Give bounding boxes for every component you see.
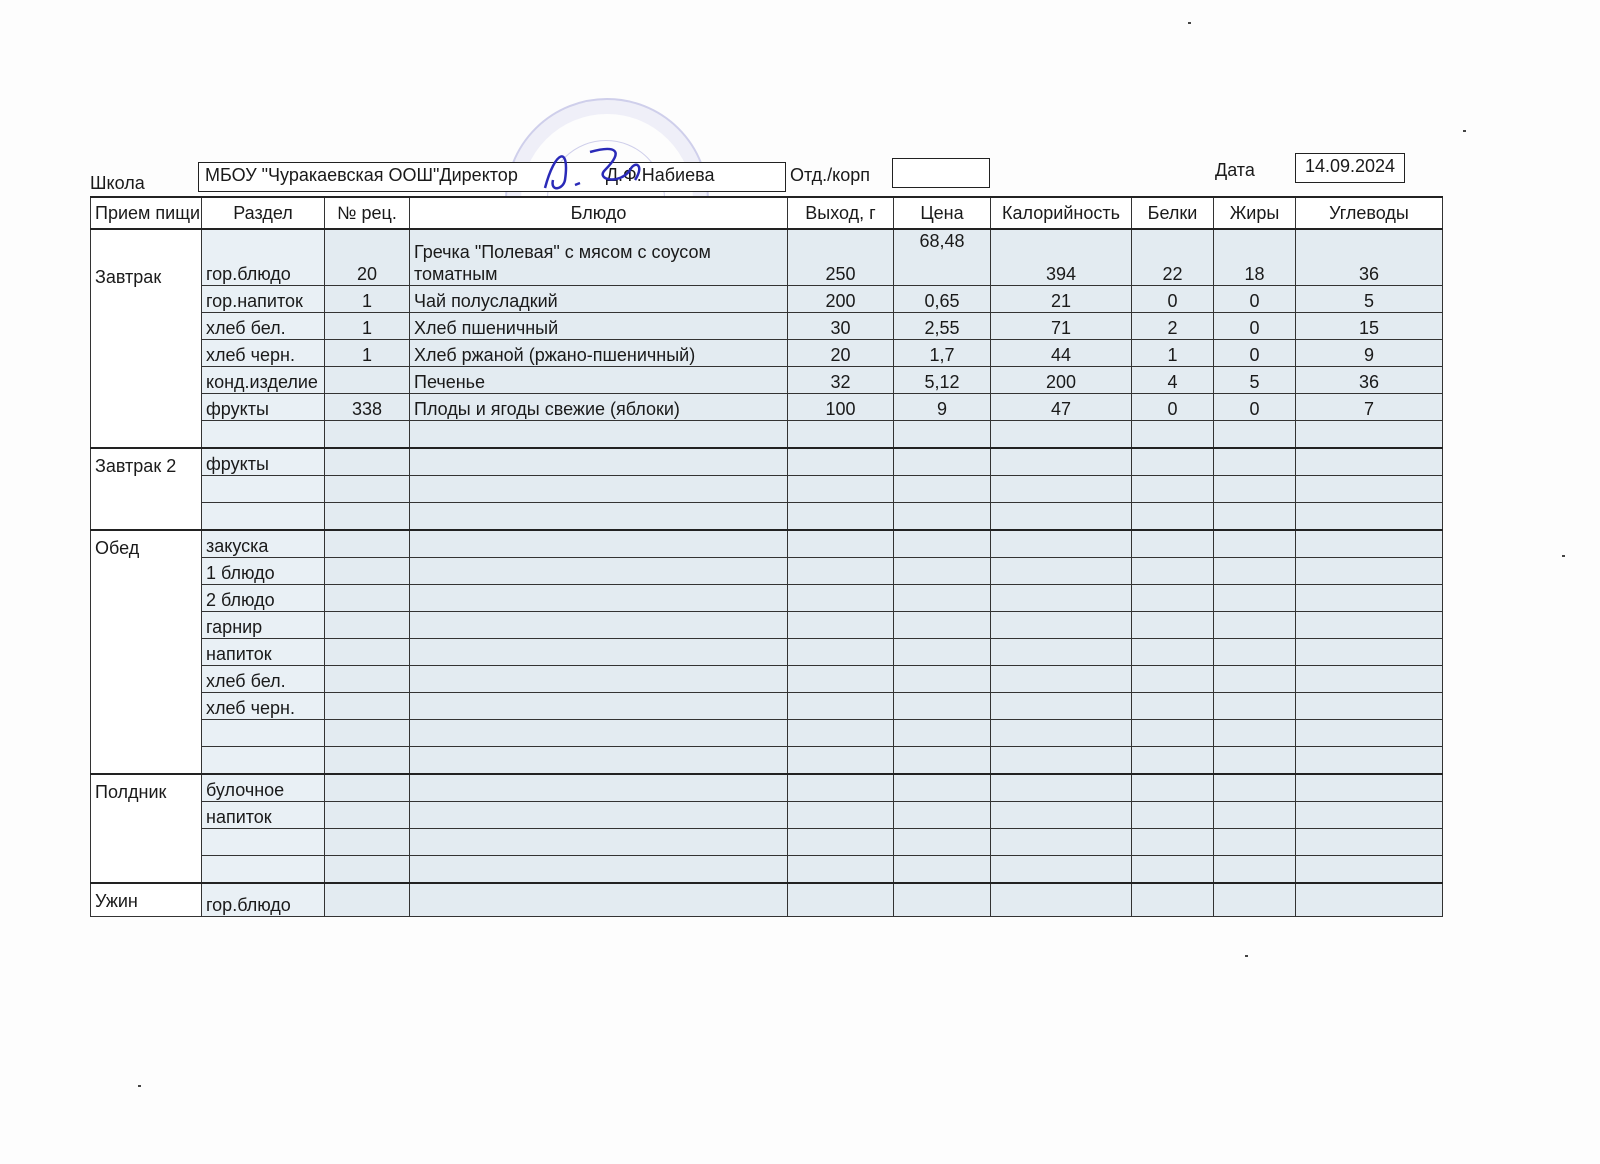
carbs-cell xyxy=(1296,828,1443,855)
dept-field xyxy=(892,158,990,188)
carbs-cell xyxy=(1296,530,1443,558)
carbs-cell: 15 xyxy=(1296,312,1443,339)
weight-cell xyxy=(788,828,894,855)
table-row xyxy=(91,312,1443,339)
carbs-cell xyxy=(1296,557,1443,584)
section-cell: 2 блюдо xyxy=(202,584,325,611)
dish-cell xyxy=(410,557,788,584)
protein-cell xyxy=(1132,801,1214,828)
weight-cell xyxy=(788,611,894,638)
kcal-cell xyxy=(991,638,1132,665)
recipe-cell xyxy=(325,665,410,692)
kcal-cell xyxy=(991,692,1132,719)
table-body xyxy=(91,229,1443,916)
kcal-cell xyxy=(991,828,1132,855)
table-row xyxy=(91,584,1443,611)
fat-cell xyxy=(1214,883,1296,917)
dish-cell xyxy=(410,420,788,448)
dish-cell xyxy=(410,801,788,828)
price-cell: 5,12 xyxy=(894,366,991,393)
section-cell: хлеб черн. xyxy=(202,692,325,719)
column-header: Жиры xyxy=(1214,197,1296,229)
meal-name: Завтрак xyxy=(91,229,202,448)
fat-cell xyxy=(1214,855,1296,883)
carbs-cell: 5 xyxy=(1296,285,1443,312)
protein-cell xyxy=(1132,420,1214,448)
weight-cell: 20 xyxy=(788,339,894,366)
carbs-cell xyxy=(1296,448,1443,476)
protein-cell xyxy=(1132,746,1214,774)
price-cell xyxy=(894,883,991,917)
section-cell xyxy=(202,420,325,448)
recipe-cell xyxy=(325,719,410,746)
protein-cell xyxy=(1132,611,1214,638)
table-row xyxy=(91,692,1443,719)
section-cell: 1 блюдо xyxy=(202,557,325,584)
scan-speck xyxy=(1463,130,1466,132)
dish-cell: Плоды и ягоды свежие (яблоки) xyxy=(410,393,788,420)
kcal-cell xyxy=(991,746,1132,774)
section-cell: конд.изделие xyxy=(202,366,325,393)
column-header: № рец. xyxy=(325,197,410,229)
weight-cell: 100 xyxy=(788,393,894,420)
protein-cell xyxy=(1132,692,1214,719)
recipe-cell xyxy=(325,611,410,638)
scan-speck xyxy=(1245,955,1248,957)
recipe-cell xyxy=(325,557,410,584)
scan-speck xyxy=(138,1085,141,1087)
fat-cell xyxy=(1214,719,1296,746)
dish-cell xyxy=(410,502,788,530)
scan-speck xyxy=(1562,555,1565,557)
weight-cell: 32 xyxy=(788,366,894,393)
director-name: Д.Ф.Набиева xyxy=(605,165,715,185)
section-cell: хлеб бел. xyxy=(202,665,325,692)
column-header: Калорийность xyxy=(991,197,1132,229)
recipe-cell xyxy=(325,692,410,719)
fat-cell xyxy=(1214,774,1296,802)
kcal-cell xyxy=(991,611,1132,638)
protein-cell xyxy=(1132,665,1214,692)
carbs-cell xyxy=(1296,692,1443,719)
weight-cell xyxy=(788,420,894,448)
recipe-cell: 1 xyxy=(325,312,410,339)
fat-cell: 0 xyxy=(1214,339,1296,366)
recipe-cell: 20 xyxy=(325,229,410,285)
table-row xyxy=(91,502,1443,530)
table-row xyxy=(91,855,1443,883)
weight-cell xyxy=(788,502,894,530)
weight-cell xyxy=(788,801,894,828)
scan-speck xyxy=(1188,22,1191,24)
dish-cell xyxy=(410,855,788,883)
dish-cell xyxy=(410,774,788,802)
protein-cell xyxy=(1132,530,1214,558)
column-header: Прием пищи xyxy=(91,197,202,229)
protein-cell: 0 xyxy=(1132,285,1214,312)
price-cell xyxy=(894,828,991,855)
carbs-cell xyxy=(1296,665,1443,692)
recipe-cell: 338 xyxy=(325,393,410,420)
table-row xyxy=(91,339,1443,366)
price-cell xyxy=(894,420,991,448)
school-label: Школа xyxy=(90,173,145,193)
weight-cell xyxy=(788,746,894,774)
price-cell: 68,48 xyxy=(894,229,991,285)
recipe-cell xyxy=(325,774,410,802)
kcal-cell xyxy=(991,557,1132,584)
carbs-cell: 7 xyxy=(1296,393,1443,420)
fat-cell: 18 xyxy=(1214,229,1296,285)
recipe-cell xyxy=(325,801,410,828)
carbs-cell xyxy=(1296,746,1443,774)
section-cell: гарнир xyxy=(202,611,325,638)
menu-table xyxy=(90,196,1443,917)
carbs-cell xyxy=(1296,420,1443,448)
date-label: Дата xyxy=(1215,160,1255,180)
kcal-cell xyxy=(991,448,1132,476)
table-row xyxy=(91,828,1443,855)
table-row xyxy=(91,774,1443,802)
table-row xyxy=(91,393,1443,420)
weight-cell xyxy=(788,665,894,692)
kcal-cell xyxy=(991,774,1132,802)
price-cell xyxy=(894,611,991,638)
price-cell: 9 xyxy=(894,393,991,420)
table-row xyxy=(91,801,1443,828)
protein-cell xyxy=(1132,883,1214,917)
dish-cell: Хлеб ржаной (ржано-пшеничный) xyxy=(410,339,788,366)
recipe-cell xyxy=(325,502,410,530)
weight-cell: 30 xyxy=(788,312,894,339)
column-header: Белки xyxy=(1132,197,1214,229)
table-row xyxy=(91,366,1443,393)
price-cell xyxy=(894,665,991,692)
dish-cell xyxy=(410,638,788,665)
protein-cell xyxy=(1132,855,1214,883)
meal-name: Обед xyxy=(91,530,202,774)
recipe-cell xyxy=(325,530,410,558)
protein-cell xyxy=(1132,557,1214,584)
weight-cell: 250 xyxy=(788,229,894,285)
table-row xyxy=(91,719,1443,746)
dish-cell xyxy=(410,828,788,855)
recipe-cell: 1 xyxy=(325,285,410,312)
carbs-cell xyxy=(1296,638,1443,665)
fat-cell xyxy=(1214,502,1296,530)
table-row xyxy=(91,557,1443,584)
price-cell xyxy=(894,475,991,502)
dish-cell xyxy=(410,746,788,774)
fat-cell xyxy=(1214,530,1296,558)
kcal-cell xyxy=(991,883,1132,917)
fat-cell xyxy=(1214,420,1296,448)
kcal-cell xyxy=(991,665,1132,692)
kcal-cell xyxy=(991,420,1132,448)
section-cell xyxy=(202,855,325,883)
protein-cell xyxy=(1132,584,1214,611)
recipe-cell xyxy=(325,883,410,917)
protein-cell xyxy=(1132,774,1214,802)
carbs-cell xyxy=(1296,855,1443,883)
section-cell: напиток xyxy=(202,638,325,665)
table-row xyxy=(91,638,1443,665)
dish-cell: Хлеб пшеничный xyxy=(410,312,788,339)
recipe-cell: 1 xyxy=(325,339,410,366)
kcal-cell xyxy=(991,584,1132,611)
column-header: Цена xyxy=(894,197,991,229)
date-field: 14.09.2024 xyxy=(1295,153,1405,183)
fat-cell: 0 xyxy=(1214,393,1296,420)
price-cell: 1,7 xyxy=(894,339,991,366)
carbs-cell xyxy=(1296,719,1443,746)
dish-cell: Гречка "Полевая" с мясом с соусом томатным xyxy=(410,229,788,285)
table-row xyxy=(91,665,1443,692)
section-cell xyxy=(202,475,325,502)
weight-cell xyxy=(788,719,894,746)
recipe-cell xyxy=(325,448,410,476)
protein-cell xyxy=(1132,448,1214,476)
meal-name: Полдник xyxy=(91,774,202,883)
table-row xyxy=(91,746,1443,774)
carbs-cell: 9 xyxy=(1296,339,1443,366)
fat-cell xyxy=(1214,692,1296,719)
recipe-cell xyxy=(325,855,410,883)
dish-cell xyxy=(410,530,788,558)
kcal-cell xyxy=(991,801,1132,828)
fat-cell xyxy=(1214,828,1296,855)
fat-cell xyxy=(1214,611,1296,638)
carbs-cell xyxy=(1296,502,1443,530)
section-cell: булочное xyxy=(202,774,325,802)
dish-cell xyxy=(410,883,788,917)
price-cell xyxy=(894,530,991,558)
weight-cell xyxy=(788,475,894,502)
price-cell xyxy=(894,746,991,774)
weight-cell xyxy=(788,692,894,719)
section-cell: фрукты xyxy=(202,393,325,420)
section-cell: хлеб бел. xyxy=(202,312,325,339)
dish-cell xyxy=(410,584,788,611)
price-cell: 2,55 xyxy=(894,312,991,339)
price-cell xyxy=(894,448,991,476)
price-cell xyxy=(894,502,991,530)
recipe-cell xyxy=(325,420,410,448)
protein-cell: 4 xyxy=(1132,366,1214,393)
section-cell xyxy=(202,828,325,855)
carbs-cell xyxy=(1296,774,1443,802)
protein-cell xyxy=(1132,502,1214,530)
table-row xyxy=(91,475,1443,502)
meal-name: Ужин xyxy=(91,883,202,917)
dish-cell xyxy=(410,719,788,746)
carbs-cell xyxy=(1296,801,1443,828)
table-row xyxy=(91,448,1443,476)
kcal-cell: 200 xyxy=(991,366,1132,393)
kcal-cell: 21 xyxy=(991,285,1132,312)
column-header: Углеводы xyxy=(1296,197,1443,229)
recipe-cell xyxy=(325,584,410,611)
kcal-cell: 71 xyxy=(991,312,1132,339)
carbs-cell: 36 xyxy=(1296,366,1443,393)
section-cell: гор.напиток xyxy=(202,285,325,312)
weight-cell xyxy=(788,584,894,611)
section-cell xyxy=(202,746,325,774)
kcal-cell xyxy=(991,719,1132,746)
weight-cell xyxy=(788,448,894,476)
carbs-cell xyxy=(1296,475,1443,502)
kcal-cell xyxy=(991,530,1132,558)
recipe-cell xyxy=(325,638,410,665)
price-cell xyxy=(894,557,991,584)
protein-cell xyxy=(1132,475,1214,502)
weight-cell xyxy=(788,855,894,883)
price-cell xyxy=(894,584,991,611)
fat-cell: 0 xyxy=(1214,285,1296,312)
kcal-cell xyxy=(991,475,1132,502)
carbs-cell xyxy=(1296,611,1443,638)
carbs-cell xyxy=(1296,584,1443,611)
carbs-cell xyxy=(1296,883,1443,917)
meal-name: Завтрак 2 xyxy=(91,448,202,530)
column-header: Выход, г xyxy=(788,197,894,229)
section-cell: закуска xyxy=(202,530,325,558)
dept-label: Отд./корп xyxy=(790,165,870,185)
price-cell xyxy=(894,774,991,802)
protein-cell xyxy=(1132,719,1214,746)
protein-cell xyxy=(1132,828,1214,855)
table-row xyxy=(91,229,1443,285)
section-cell: фрукты xyxy=(202,448,325,476)
protein-cell: 2 xyxy=(1132,312,1214,339)
fat-cell xyxy=(1214,475,1296,502)
carbs-cell: 36 xyxy=(1296,229,1443,285)
weight-cell xyxy=(788,774,894,802)
fat-cell xyxy=(1214,584,1296,611)
protein-cell: 0 xyxy=(1132,393,1214,420)
protein-cell: 1 xyxy=(1132,339,1214,366)
fat-cell xyxy=(1214,557,1296,584)
fat-cell: 0 xyxy=(1214,312,1296,339)
section-cell: гор.блюдо xyxy=(202,229,325,285)
weight-cell xyxy=(788,638,894,665)
fat-cell: 5 xyxy=(1214,366,1296,393)
table-row xyxy=(91,530,1443,558)
school-field xyxy=(198,162,786,192)
table-header xyxy=(91,197,1443,229)
recipe-cell xyxy=(325,828,410,855)
price-cell xyxy=(894,801,991,828)
dish-cell xyxy=(410,475,788,502)
fat-cell xyxy=(1214,665,1296,692)
fat-cell xyxy=(1214,448,1296,476)
price-cell xyxy=(894,638,991,665)
price-cell xyxy=(894,855,991,883)
dish-cell: Чай полусладкий xyxy=(410,285,788,312)
kcal-cell: 47 xyxy=(991,393,1132,420)
weight-cell xyxy=(788,883,894,917)
protein-cell xyxy=(1132,638,1214,665)
table-row xyxy=(91,285,1443,312)
column-header: Блюдо xyxy=(410,197,788,229)
fat-cell xyxy=(1214,746,1296,774)
section-cell xyxy=(202,502,325,530)
kcal-cell xyxy=(991,502,1132,530)
fat-cell xyxy=(1214,638,1296,665)
dish-cell xyxy=(410,692,788,719)
kcal-cell xyxy=(991,855,1132,883)
section-cell xyxy=(202,719,325,746)
fat-cell xyxy=(1214,801,1296,828)
table-row xyxy=(91,420,1443,448)
table-row xyxy=(91,611,1443,638)
dish-cell xyxy=(410,665,788,692)
weight-cell xyxy=(788,557,894,584)
weight-cell xyxy=(788,530,894,558)
weight-cell: 200 xyxy=(788,285,894,312)
price-cell xyxy=(894,719,991,746)
recipe-cell xyxy=(325,366,410,393)
table-row xyxy=(91,883,1443,917)
protein-cell: 22 xyxy=(1132,229,1214,285)
dish-cell xyxy=(410,611,788,638)
price-cell: 0,65 xyxy=(894,285,991,312)
recipe-cell xyxy=(325,746,410,774)
kcal-cell: 44 xyxy=(991,339,1132,366)
section-cell: напиток xyxy=(202,801,325,828)
school-value: МБОУ "Чуракаевская ООШ"Директор xyxy=(205,165,518,185)
dish-cell xyxy=(410,448,788,476)
price-cell xyxy=(894,692,991,719)
dish-cell: Печенье xyxy=(410,366,788,393)
column-header: Раздел xyxy=(202,197,325,229)
section-cell: гор.блюдо xyxy=(202,883,325,917)
section-cell: хлеб черн. xyxy=(202,339,325,366)
recipe-cell xyxy=(325,475,410,502)
kcal-cell: 394 xyxy=(991,229,1132,285)
